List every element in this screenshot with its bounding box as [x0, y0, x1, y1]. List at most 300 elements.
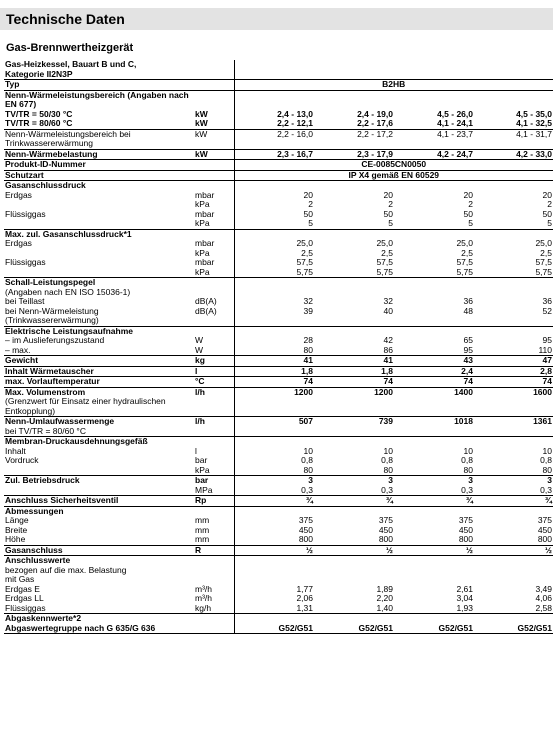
row-unit: mm	[195, 524, 210, 535]
row-value: 2	[547, 199, 552, 209]
row-unit: kPa	[194, 268, 234, 278]
row-unit	[194, 60, 234, 70]
row-value: ¾	[314, 496, 394, 507]
row-unit: kPa	[195, 199, 210, 209]
row-value: 95	[542, 335, 552, 345]
row-unit	[194, 397, 234, 417]
row-value: 2	[468, 199, 473, 209]
row-label: Inhalt	[5, 445, 26, 456]
row-value: 3,04	[456, 593, 473, 603]
row-label	[4, 268, 194, 278]
row-value: 65	[463, 335, 473, 345]
row-unit: R	[194, 545, 234, 556]
row-value: 36	[542, 296, 552, 306]
row-value: 375	[234, 516, 314, 526]
row-unit: mm	[195, 515, 210, 525]
row-unit	[194, 427, 234, 437]
row-value: 0,3	[234, 486, 314, 496]
row-value	[234, 288, 314, 298]
row-value: 86	[314, 346, 394, 356]
row-unit: kW	[194, 129, 234, 149]
row-value	[474, 556, 553, 566]
row-value: 41	[314, 356, 394, 367]
row-unit	[194, 170, 234, 181]
row-value: 50	[383, 208, 393, 219]
table-row	[4, 486, 553, 496]
page-subtitle: Gas-Brennwertheizgerät	[6, 42, 134, 54]
table-row	[4, 60, 553, 70]
row-label: Erdgas	[5, 189, 32, 200]
row-label: Nenn-Umlaufwassermenge	[5, 416, 115, 426]
row-value	[394, 60, 474, 70]
row-value: 3	[468, 475, 473, 485]
table-row	[4, 437, 553, 447]
row-value: 450	[234, 526, 314, 536]
row-value: 3	[547, 475, 552, 485]
row-value	[394, 437, 474, 447]
row-value	[234, 437, 314, 447]
row-label: max. Vorlauftemperatur	[4, 377, 194, 388]
row-value: 20	[463, 189, 473, 200]
row-label: – max.	[4, 346, 194, 356]
table-row	[4, 356, 553, 367]
table-row	[4, 397, 553, 417]
row-value	[474, 427, 553, 437]
row-value: 20	[542, 189, 552, 200]
row-value	[234, 60, 314, 70]
row-value-span: B2HB	[234, 80, 553, 91]
row-value: 5	[474, 219, 553, 229]
table-row	[4, 149, 553, 160]
row-value: 48	[394, 307, 474, 327]
row-value	[394, 326, 474, 336]
row-label	[4, 219, 194, 229]
row-label: Abgaswertegruppe nach G 635/G 636	[4, 624, 194, 634]
row-unit: m³/h	[195, 593, 212, 603]
row-unit: l/h	[195, 386, 205, 397]
row-unit	[194, 278, 234, 288]
row-value: 4,2 - 33,0	[474, 149, 553, 160]
row-label: Erdgas LL	[5, 593, 44, 603]
table-row	[4, 366, 553, 377]
row-label: Abgaskennwerte*2	[5, 613, 82, 623]
row-value	[474, 181, 553, 191]
row-value: 2	[388, 199, 393, 209]
row-value	[394, 614, 474, 624]
row-unit	[194, 160, 234, 171]
row-label: Produkt-ID-Nummer	[4, 160, 194, 171]
row-label: Flüssiggas	[4, 604, 194, 614]
row-value	[474, 60, 553, 70]
row-unit: kg	[194, 356, 234, 367]
row-label: Gas-Heizkessel, Bauart B und C,	[5, 59, 137, 69]
row-value: 2,2 - 17,6	[314, 119, 394, 129]
row-value: 41	[234, 356, 314, 367]
row-value: 375	[378, 515, 393, 525]
table-row	[4, 566, 553, 576]
row-value: G52/G51	[394, 624, 474, 634]
row-value: 2,61	[456, 583, 473, 594]
row-value	[474, 397, 553, 417]
row-value: 3	[388, 475, 393, 485]
row-value: 2,4 - 13,0	[234, 110, 314, 120]
row-value: 74	[474, 377, 553, 388]
row-value	[474, 437, 553, 447]
table-row	[4, 417, 553, 427]
row-unit: l	[194, 366, 234, 377]
row-value: 4,1 - 32,5	[474, 119, 553, 129]
row-value: 25,0	[535, 238, 552, 248]
row-value: 2,2 - 16,0	[234, 129, 314, 149]
row-unit: dB(A)	[195, 296, 217, 306]
row-value	[234, 90, 314, 110]
row-unit: kW	[194, 149, 234, 160]
table-row	[4, 307, 553, 327]
row-unit	[194, 624, 234, 634]
row-value	[394, 90, 474, 110]
row-label: Anschluss Sicherheitsventil	[4, 496, 194, 507]
row-value: 1200	[234, 387, 314, 397]
row-label: Typ	[4, 80, 194, 91]
row-value	[394, 556, 474, 566]
row-label: Erdgas E	[5, 583, 40, 594]
row-label: Flüssiggas	[5, 208, 46, 219]
row-unit: kPa	[195, 247, 210, 258]
row-value: 450	[537, 524, 552, 535]
row-value	[234, 556, 314, 566]
row-value: 40	[314, 307, 394, 327]
row-label: mit Gas	[5, 574, 35, 584]
row-value	[234, 70, 314, 80]
row-value: 739	[378, 416, 393, 426]
row-value: 800	[314, 535, 394, 545]
table-row	[4, 545, 553, 556]
row-value: 80	[314, 466, 394, 476]
table-row	[4, 160, 553, 171]
row-value: 3	[234, 476, 314, 486]
row-value: 10	[234, 447, 314, 457]
table-row	[4, 70, 553, 80]
row-value: 450	[378, 524, 393, 535]
row-label: Breite	[5, 524, 28, 535]
row-value	[474, 566, 553, 576]
row-unit: kW	[195, 108, 208, 119]
row-value: 2,06	[234, 594, 314, 604]
table-row	[4, 219, 553, 229]
table-row	[4, 614, 553, 624]
row-label: Gasanschluss	[4, 545, 194, 556]
table-row	[4, 476, 553, 486]
row-value: 1,40	[314, 604, 394, 614]
row-unit	[194, 437, 234, 447]
row-value	[234, 397, 314, 417]
row-value	[474, 614, 553, 624]
row-value	[474, 326, 553, 336]
row-label: Höhe	[4, 535, 194, 545]
row-value: 1400	[454, 386, 473, 397]
row-unit: °C	[194, 377, 234, 388]
row-label: Schutzart	[4, 170, 194, 181]
row-value: 0,8	[234, 456, 314, 466]
row-value: 2,5	[234, 249, 314, 259]
row-value	[394, 278, 474, 288]
row-label: Schall-Leistungspegel	[5, 277, 96, 287]
row-value: 74	[234, 377, 314, 388]
row-value: 0,3	[394, 486, 474, 496]
row-value: 43	[394, 356, 474, 367]
row-label: (Angaben nach EN ISO 15036-1)	[5, 286, 131, 297]
row-label: – im Auslieferungszustand	[5, 335, 105, 345]
row-value: 52	[474, 307, 553, 327]
row-label: Vordruck	[5, 455, 39, 465]
row-unit: bar	[195, 475, 209, 485]
row-value	[474, 288, 553, 298]
row-value: 57,5	[234, 258, 314, 268]
table-row	[4, 129, 553, 149]
row-label: (Grenzwert für Einsatz einer hydraulischen Entkopplung)	[4, 397, 194, 417]
row-label: Membran-Druckausdehnungsgefäß	[5, 436, 148, 446]
row-unit	[194, 566, 234, 576]
row-label: Gasanschlussdruck	[5, 180, 86, 190]
row-unit: kW	[194, 119, 234, 129]
row-value: 1600	[533, 386, 552, 397]
table-row	[4, 377, 553, 388]
row-value	[394, 566, 474, 576]
row-label: Max. zul. Gasanschlussdruck*1	[5, 228, 132, 239]
row-label: Erdgas	[5, 238, 32, 248]
table-row	[4, 427, 553, 437]
row-value	[474, 70, 553, 80]
row-value: 74	[314, 377, 394, 388]
row-label: Gewicht	[4, 356, 194, 367]
row-unit: l	[195, 445, 197, 456]
row-unit: Rp	[194, 496, 234, 507]
row-value: 47	[474, 356, 553, 367]
table-row	[4, 466, 553, 476]
row-unit: mm	[194, 535, 234, 545]
row-value: 375	[537, 515, 552, 525]
row-label: Zul. Betriebsdruck	[5, 475, 80, 485]
row-value: 5	[394, 219, 474, 229]
row-value: 50	[463, 208, 473, 219]
row-value: 4,5 - 26,0	[437, 108, 473, 119]
row-value: 507	[234, 417, 314, 427]
row-value: 2,20	[376, 593, 393, 603]
row-value: 2,4 - 19,0	[357, 108, 393, 119]
row-value	[314, 181, 394, 191]
row-label: Max. Volumenstrom	[5, 386, 86, 397]
row-label: Anschlusswerte	[5, 555, 71, 565]
row-value	[314, 70, 394, 80]
row-unit: W	[194, 346, 234, 356]
row-value: 4,06	[535, 593, 552, 603]
row-unit	[194, 181, 234, 191]
row-value	[394, 427, 474, 437]
row-value: 95	[394, 346, 474, 356]
row-value: 4,5 - 35,0	[516, 108, 552, 119]
row-value: ½	[474, 545, 553, 556]
row-value: 0,3	[474, 486, 553, 496]
row-value: 5,75	[474, 268, 553, 278]
table-row	[4, 535, 553, 545]
row-value: 0,3	[314, 486, 394, 496]
row-unit: kPa	[194, 219, 234, 229]
row-value: 4,1 - 31,7	[474, 129, 553, 149]
row-value: ¾	[474, 496, 553, 507]
row-value: 5	[314, 219, 394, 229]
row-value: 800	[394, 535, 474, 545]
row-value: 50	[234, 210, 314, 220]
row-value	[234, 326, 314, 336]
row-label: Inhalt Wärmetauscher	[4, 366, 194, 377]
row-value: 57,5	[456, 257, 473, 267]
row-value: 2,5	[461, 247, 473, 258]
row-unit	[194, 80, 234, 91]
row-value: 800	[474, 535, 553, 545]
row-value: 375	[458, 515, 473, 525]
table-row	[4, 556, 553, 566]
row-unit: m³/h	[195, 583, 212, 594]
row-value: 2,3 - 17,9	[314, 149, 394, 160]
row-value: 74	[394, 377, 474, 388]
row-value: 1,77	[234, 585, 314, 595]
table-row	[4, 278, 553, 288]
row-value: 32	[234, 297, 314, 307]
row-value: 36	[463, 296, 473, 306]
row-label: bei Teillast	[5, 296, 45, 306]
row-unit: mbar	[195, 208, 215, 219]
row-value: 80	[234, 346, 314, 356]
row-value	[234, 566, 314, 576]
row-label: TV/TR = 80/60 °C	[4, 119, 194, 129]
row-value: ½	[314, 545, 394, 556]
row-label: Nenn-Wärmebelastung	[4, 149, 194, 160]
row-label: Nenn-Wärmeleistungsbereich bei Trinkwassererwärmung	[4, 129, 194, 149]
row-value	[474, 278, 553, 288]
row-value: 0,8	[540, 455, 552, 465]
row-value	[314, 60, 394, 70]
row-value	[314, 566, 394, 576]
row-value: 0,8	[381, 455, 393, 465]
row-value: 4,2 - 24,7	[394, 149, 474, 160]
table-row	[4, 268, 553, 278]
row-label	[4, 486, 194, 496]
row-unit: mbar	[195, 189, 215, 200]
row-value	[314, 556, 394, 566]
row-value: 20	[234, 191, 314, 201]
row-value: 10	[542, 445, 552, 456]
row-label: Kategorie II2N3P	[4, 70, 194, 80]
row-value: 1,8	[314, 366, 394, 377]
row-value: 80	[394, 466, 474, 476]
row-value: 5,75	[314, 268, 394, 278]
row-value: 80	[234, 466, 314, 476]
row-value: 28	[234, 336, 314, 346]
row-value	[314, 90, 394, 110]
row-value: 110	[474, 346, 553, 356]
row-value	[314, 278, 394, 288]
row-value	[234, 278, 314, 288]
row-value: ¾	[394, 496, 474, 507]
row-unit: mbar	[195, 257, 215, 267]
row-value: 50	[542, 208, 552, 219]
row-label: Abmessungen	[5, 505, 64, 516]
row-unit	[194, 614, 234, 624]
row-value-span: IP X4 gemäß EN 60529	[234, 170, 553, 181]
row-label: Nenn-Wärmeleistungsbereich (Angaben nach EN 677)	[5, 89, 189, 109]
table-row	[4, 181, 553, 191]
row-label: Länge	[5, 515, 29, 525]
row-label: bei TV/TR = 80/60 °C	[4, 427, 194, 437]
row-value: 2,8	[474, 366, 553, 377]
row-value: 1,93	[394, 604, 474, 614]
row-value	[314, 437, 394, 447]
specs-table	[4, 60, 553, 634]
row-value: 1,8	[234, 366, 314, 377]
row-unit	[194, 70, 234, 80]
row-value: 25,0	[234, 239, 314, 249]
row-unit: W	[195, 335, 204, 345]
row-value: G52/G51	[234, 624, 314, 634]
row-value: 10	[383, 445, 393, 456]
row-value: ½	[394, 545, 474, 556]
row-value: 1200	[374, 386, 393, 397]
row-value: 2,2 - 12,1	[234, 119, 314, 129]
row-unit: dB(A)	[194, 307, 234, 327]
table-row	[4, 170, 553, 181]
row-unit	[194, 556, 234, 566]
row-value: ½	[234, 545, 314, 556]
table-row	[4, 604, 553, 614]
row-label: TV/TR = 50/30 °C	[5, 108, 73, 119]
row-value	[314, 288, 394, 298]
row-value	[314, 326, 394, 336]
row-value	[314, 427, 394, 437]
table-row	[4, 496, 553, 507]
row-value	[394, 288, 474, 298]
row-value: 3,49	[535, 583, 552, 594]
row-unit: l/h	[195, 416, 205, 426]
row-value: 0,8	[461, 455, 473, 465]
row-value: ¾	[234, 496, 314, 507]
row-value	[314, 397, 394, 417]
row-value: 80	[474, 466, 553, 476]
row-value: 57,5	[535, 257, 552, 267]
row-value	[234, 427, 314, 437]
table-row	[4, 346, 553, 356]
row-value: 1018	[454, 416, 473, 426]
row-value: 39	[234, 307, 314, 327]
row-label: Elektrische Leistungsaufnahme	[5, 325, 134, 336]
row-value	[314, 614, 394, 624]
table-row	[4, 119, 553, 129]
row-unit: MPa	[194, 486, 234, 496]
row-unit	[194, 90, 234, 110]
row-value: G52/G51	[314, 624, 394, 634]
row-value: 2,4	[394, 366, 474, 377]
row-value	[234, 614, 314, 624]
row-value: 1361	[533, 416, 552, 426]
row-unit: kPa	[194, 466, 234, 476]
row-value: 1,31	[234, 604, 314, 614]
row-label: bei Nenn-Wärmeleistung (Trinkwassererwärmung)	[4, 307, 194, 327]
row-value	[394, 70, 474, 80]
row-value	[474, 90, 553, 110]
row-value: 4,1 - 23,7	[394, 129, 474, 149]
row-value: 450	[458, 524, 473, 535]
row-label: bezogen auf die max. Belastung	[5, 564, 127, 575]
row-value: 57,5	[376, 257, 393, 267]
